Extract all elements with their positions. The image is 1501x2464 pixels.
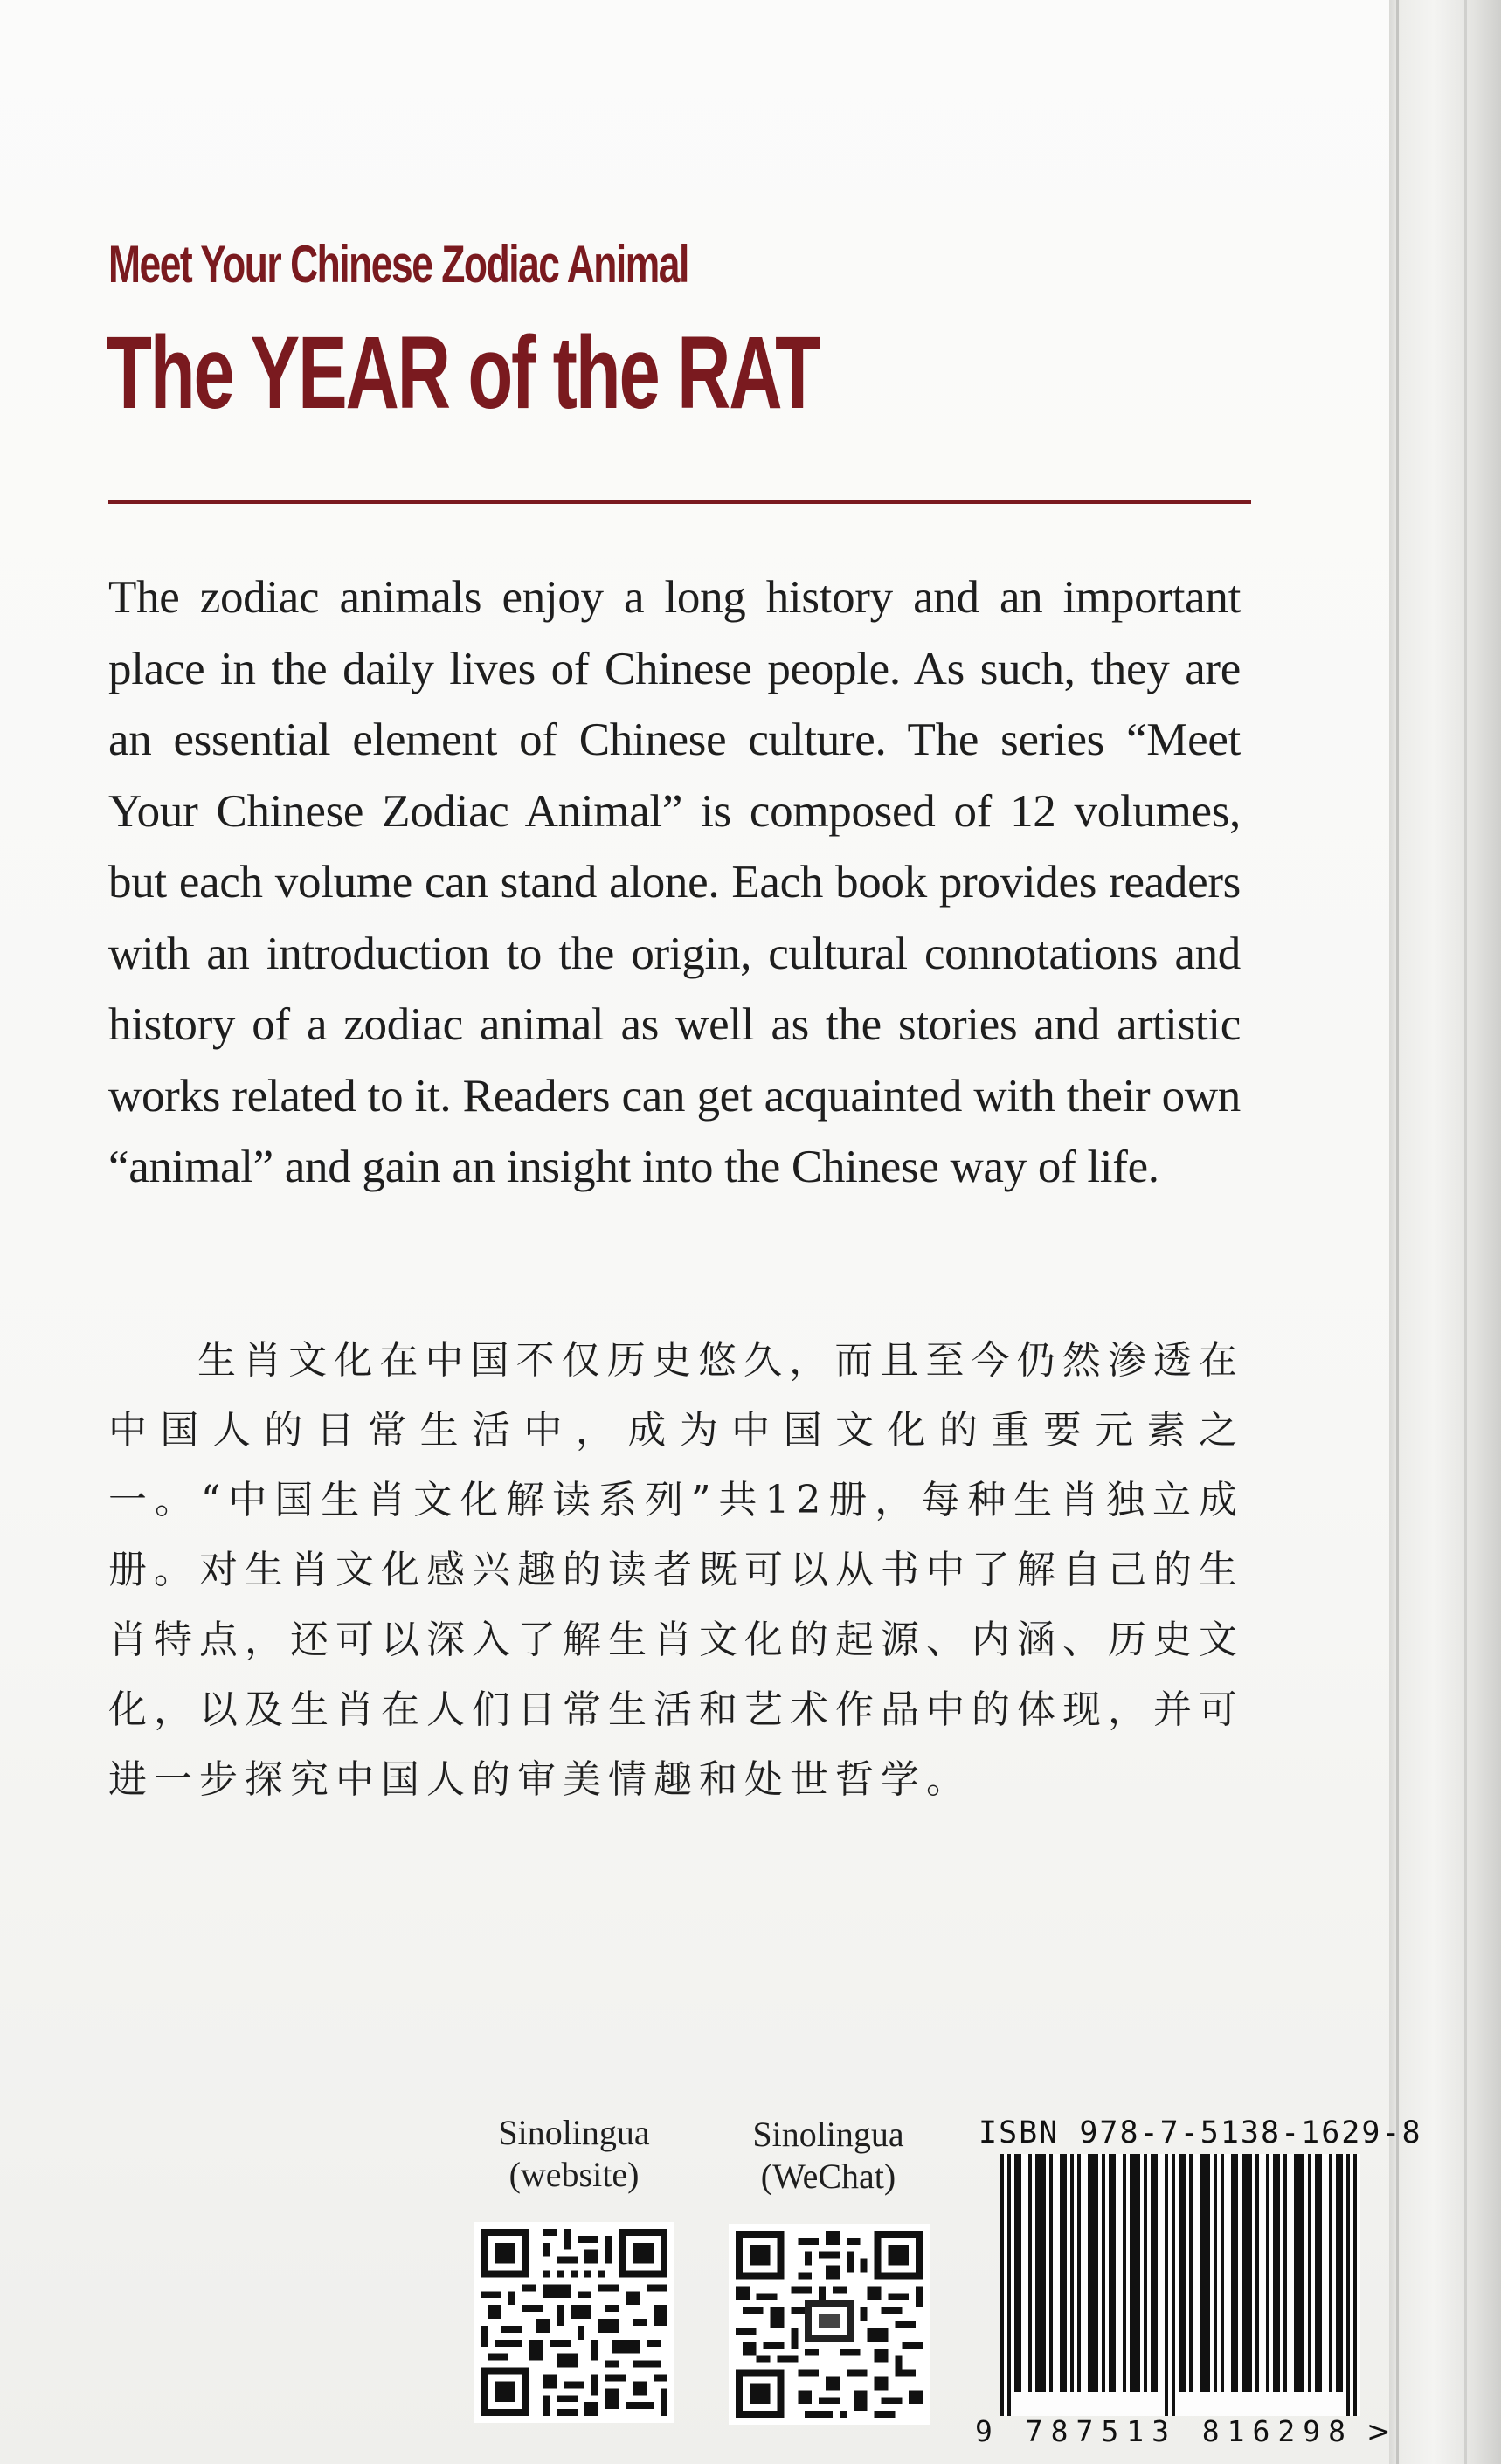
qr-caption: (WeChat): [760, 2157, 896, 2196]
qr-label-wechat: [706, 2114, 951, 2198]
barcode-icon: [1000, 2154, 1360, 2416]
spine-crease: [1396, 0, 1399, 2464]
book-title: The YEAR of the RAT: [107, 315, 819, 431]
spine-crease: [1464, 0, 1467, 2464]
isbn-number: ISBN 978-7-5138-1629-8: [979, 2115, 1422, 2150]
publisher-name: Sinolingua: [752, 2115, 904, 2154]
publisher-name: Sinolingua: [498, 2113, 650, 2152]
title-divider: [108, 500, 1251, 504]
barcode-digits: 9 787513 816298: [975, 2414, 1354, 2448]
description-english: The zodiac animals enjoy a long history and an important place in the daily lives of Chinese people. As such, they are an essential element of Chinese culture. The series “Meet Your Chinese Zodiac Animal” is composed of 12 volumes, but each volume can stand alone. Each book provides readers with an introduction to the origin, cultural connotations and history of a zodiac animal as well as the stories and artistic works related to it. Readers can get acquainted with their own “animal” and gain an insight into the Chinese way of life.: [108, 572, 1241, 1192]
description-chinese: 生肖文化在中国不仅历史悠久，而且至今仍然渗透在中国人的日常生活中，成为中国文化的重要元素之一。“中国生肖文化解读系列”共12册，每种生肖独立成册。对生肖文化感兴趣的读者既可以从书中了解自己的生肖特点，还可以深入了解生肖文化的起源、内涵、历史文化，以及生肖在人们日常生活和艺术作品中的体现，并可进一步探究中国人的审美情趣和处世哲学。: [108, 1338, 1244, 1802]
qr-caption: (website): [508, 2155, 640, 2194]
book-spine-edge: [1389, 0, 1501, 2464]
quiet-zone-marker: >: [1366, 2414, 1391, 2448]
qr-code-icon[interactable]: [474, 2222, 674, 2423]
qr-code-icon[interactable]: [729, 2224, 930, 2425]
qr-label-website: [452, 2112, 696, 2196]
series-title: Meet Your Chinese Zodiac Animal: [108, 235, 688, 293]
